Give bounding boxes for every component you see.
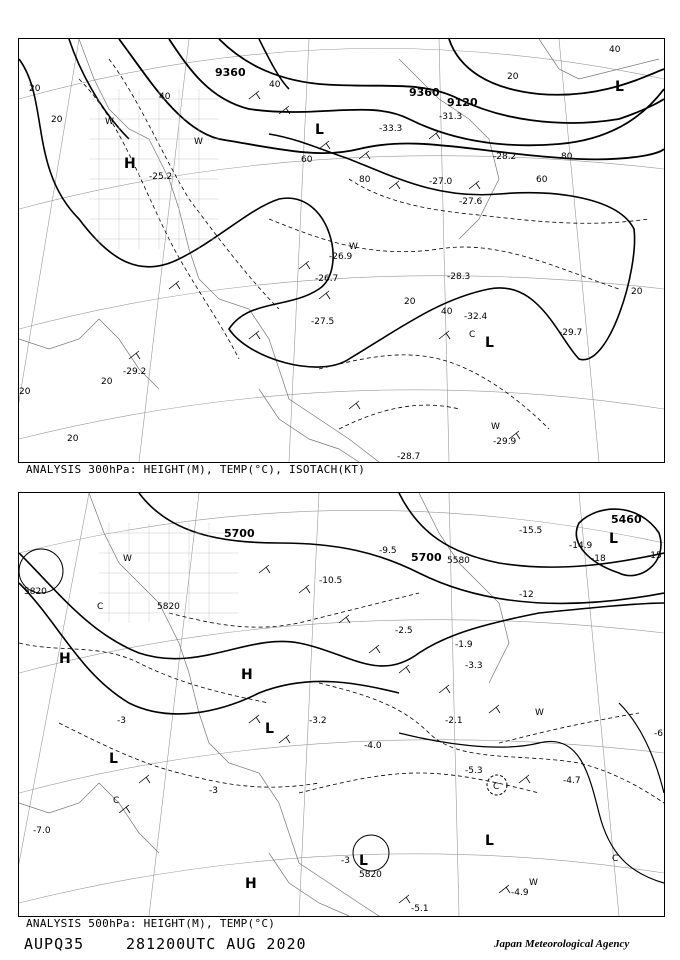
- agency-name: Japan Meteorological Agency: [494, 938, 630, 950]
- temp-label: -9.5: [379, 546, 397, 556]
- temp-label: -1.9: [455, 640, 473, 650]
- isotach-label: 20: [631, 287, 643, 297]
- isotach-label: 20: [67, 434, 79, 444]
- cold-marker: C: [493, 782, 500, 792]
- temp-label: -4.7: [563, 776, 581, 786]
- coastline: [19, 39, 659, 462]
- isotherm-label: -15: [647, 551, 662, 561]
- height-label: 5460: [611, 513, 642, 526]
- temp-label: -26.9: [329, 252, 353, 262]
- height-label: 9360: [215, 66, 246, 79]
- chart-code: AUPQ35: [24, 935, 85, 953]
- isotach-label: 60: [301, 155, 313, 165]
- temp-label: -27.6: [459, 197, 483, 207]
- temp-label: -27.5: [311, 317, 335, 327]
- caption-300hpa: ANALYSIS 300hPa: HEIGHT(M), TEMP(°C), ISOTACH(KT): [26, 463, 366, 476]
- temp-label: -3.2: [309, 716, 327, 726]
- low-pressure-marker: L: [485, 833, 494, 849]
- isotach-label: 20: [404, 297, 416, 307]
- temp-label: -28.3: [447, 272, 471, 282]
- low-pressure-marker: L: [109, 751, 118, 767]
- isotach-labels: [19, 45, 643, 444]
- height-contours: [19, 493, 664, 714]
- graticule: [19, 39, 664, 462]
- temp-label: -28.2: [493, 152, 517, 162]
- warm-marker: W: [529, 878, 538, 888]
- isotach-label: 20: [101, 377, 113, 387]
- low-pressure-marker: L: [615, 79, 624, 95]
- warm-marker: W: [535, 708, 544, 718]
- temp-label: -2.1: [445, 716, 463, 726]
- hatched-area: [89, 89, 219, 249]
- temp-label: -15.5: [519, 526, 543, 536]
- height-label: 9360: [409, 86, 440, 99]
- height-labels: [24, 513, 642, 880]
- temperature-labels: [123, 112, 582, 462]
- caption-500hpa: ANALYSIS 500hPa: HEIGHT(M), TEMP(°C): [26, 917, 276, 930]
- temp-label: -5.3: [465, 766, 483, 776]
- low-pressure-marker: L: [265, 721, 274, 737]
- temp-label: -27.0: [429, 177, 453, 187]
- height-label: 5820: [359, 870, 382, 880]
- low-pressure-marker: L: [485, 335, 494, 351]
- warm-marker: W: [491, 422, 500, 432]
- height-label: 5700: [224, 527, 255, 540]
- pressure-system-labels: [105, 79, 624, 432]
- low-pressure-marker: L: [609, 531, 618, 547]
- high-pressure-marker: H: [241, 667, 253, 683]
- temp-label: -25.2: [149, 172, 173, 182]
- cold-marker: C: [113, 796, 120, 806]
- temp-label: -4.9: [511, 888, 529, 898]
- high-pressure-marker: H: [124, 156, 136, 172]
- chart-500hpa: [18, 492, 665, 917]
- temp-label: -28.7: [397, 452, 421, 462]
- map-500hpa: [19, 493, 664, 916]
- temp-label: -29.2: [123, 367, 147, 377]
- isotach-label: 20: [507, 72, 519, 82]
- temp-label: -31.3: [439, 112, 463, 122]
- isotherms: [19, 593, 664, 803]
- temp-label: -3.3: [465, 661, 483, 671]
- warm-marker: W: [194, 137, 203, 147]
- isotach-label: 20: [29, 84, 41, 94]
- isotherm-label: -18: [591, 554, 606, 564]
- temp-label: -33.3: [379, 124, 403, 134]
- isotach-label: 80: [561, 152, 573, 162]
- warm-marker: W: [123, 554, 132, 564]
- cold-marker: C: [612, 854, 619, 864]
- isotherm-labels: [117, 551, 663, 866]
- analysis-datetime: 281200UTC AUG 2020: [126, 935, 307, 953]
- map-300hpa: [19, 39, 664, 462]
- chart-300hpa: [18, 38, 665, 463]
- isotherm-label: -3: [341, 856, 350, 866]
- cold-marker: C: [469, 330, 476, 340]
- temp-label: -29.7: [559, 328, 583, 338]
- isotach-label: 40: [441, 307, 453, 317]
- isotach-label: 40: [269, 80, 281, 90]
- temp-label: -4.0: [364, 741, 382, 751]
- high-pressure-marker: H: [59, 651, 71, 667]
- warm-marker: W: [105, 117, 114, 127]
- temp-label: -29.9: [493, 437, 517, 447]
- height-label: 5700: [411, 551, 442, 564]
- temp-label: -32.4: [464, 312, 488, 322]
- wind-barbs: [129, 91, 520, 439]
- low-pressure-marker: L: [315, 122, 324, 138]
- isotach-label: 40: [159, 92, 171, 102]
- isotherm-label: -6: [654, 729, 663, 739]
- warm-marker: W: [349, 242, 358, 252]
- high-pressure-marker: H: [245, 876, 257, 892]
- height-label: 9120: [447, 96, 478, 109]
- temp-label: -2.5: [395, 626, 413, 636]
- temp-label: -14.9: [569, 541, 593, 551]
- small-circles: [19, 549, 507, 871]
- height-label: 5580: [447, 556, 470, 566]
- isotach-label: 20: [51, 115, 63, 125]
- isotherm-label: -3: [117, 716, 126, 726]
- isotach-label: 40: [609, 45, 621, 55]
- isotach-label: 60: [536, 175, 548, 185]
- temp-label: -5.1: [411, 904, 429, 914]
- isotherm-label: -3: [209, 786, 218, 796]
- isotach-label: 80: [359, 175, 371, 185]
- temp-label: -26.7: [315, 274, 339, 284]
- height-labels: [215, 66, 478, 109]
- isotach-label: 20: [19, 387, 31, 397]
- cold-marker: C: [97, 602, 104, 612]
- temp-label: -10.5: [319, 576, 343, 586]
- shaded-trough: [399, 703, 664, 883]
- low-pressure-marker: L: [359, 853, 368, 869]
- height-label: 5820: [157, 602, 180, 612]
- isotherm-label: -12: [519, 590, 534, 600]
- wind-barbs: [119, 565, 530, 903]
- temp-label: -7.0: [33, 826, 51, 836]
- height-label: 5820: [24, 587, 47, 597]
